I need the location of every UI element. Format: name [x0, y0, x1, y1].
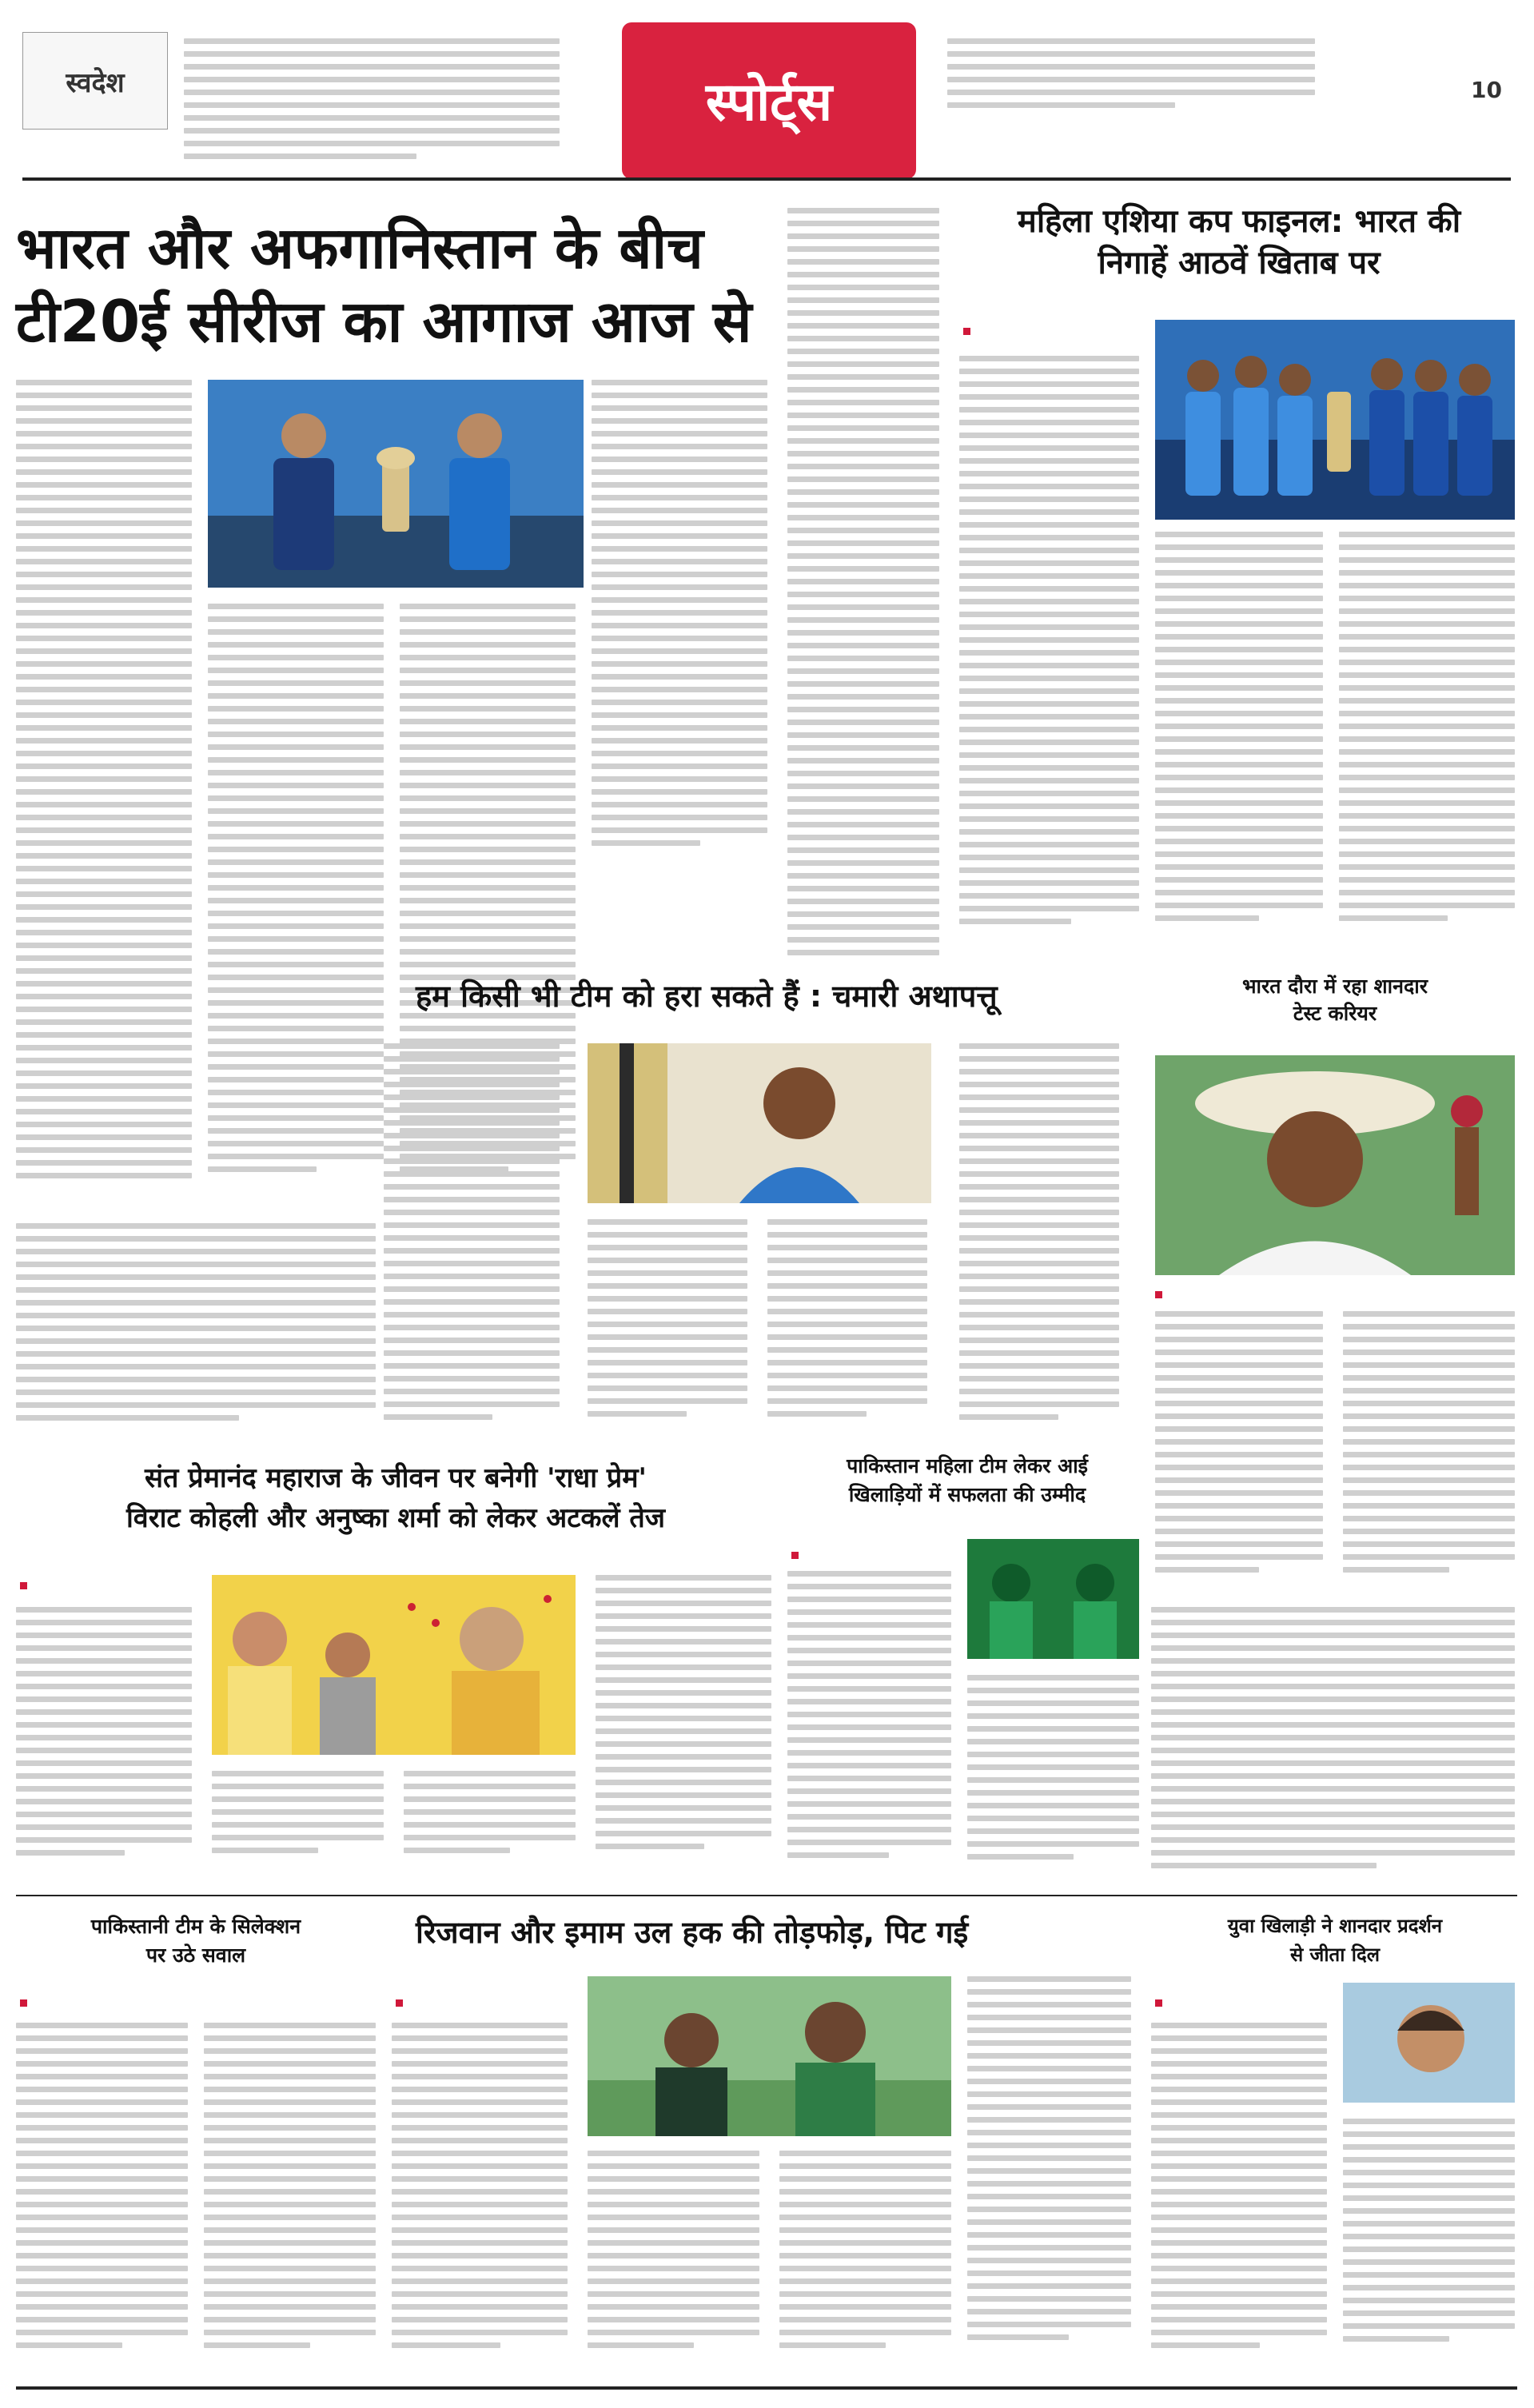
bottom-right-headline-line2: से जीता दिल [1289, 1944, 1381, 1966]
bottom-left-headline-line2: पर उठे सवाल [145, 1944, 246, 1967]
chamari-body-col3 [767, 1219, 927, 1427]
young-player-illustration-icon [1343, 1983, 1515, 2103]
lead-body-col1 [16, 380, 192, 1195]
chamari-body-col4 [959, 1043, 1119, 1427]
film-body-col3 [404, 1771, 576, 1871]
section-label: स्पोर्ट्स [705, 71, 833, 133]
bullet-icon [396, 1999, 403, 2007]
pak-body-col1 [787, 1571, 951, 1871]
bottom-right-body-col2 [1343, 2119, 1515, 2366]
bowler-body-col1 [1155, 1311, 1323, 1591]
women-asia-cup-story [959, 204, 1519, 947]
lead-headline-line1: भारत और अफगानिस्तान के बीच [16, 214, 703, 281]
film-illustration-icon [212, 1575, 576, 1755]
pak-headline-line1: पाकिस्तान महिला टीम लेकर आई [847, 1454, 1088, 1477]
bowler-photo [1155, 1055, 1515, 1275]
asia-cup-body-col2 [1155, 532, 1323, 939]
bullet-icon [1155, 1291, 1162, 1298]
masthead [0, 0, 1534, 184]
chamari-body-col1 [384, 1043, 560, 1427]
bottom-left-headline-line1: पाकिस्तानी टीम के सिलेक्शन [90, 1915, 301, 1938]
film-body-col2 [212, 1771, 384, 1871]
right-continuation [1151, 1607, 1515, 1879]
bullet-icon [963, 328, 970, 335]
bottom-left-byline [20, 1997, 34, 2009]
women-teams-trophy-photo [1155, 320, 1515, 520]
bottom-center-body-col2 [588, 2151, 759, 2366]
young-player-photo [1343, 1983, 1515, 2103]
bullet-icon [20, 1582, 27, 1589]
bottom-right-body-col1 [1151, 2023, 1327, 2366]
film-body-col4 [596, 1575, 771, 1871]
bowler-body-col2 [1343, 1311, 1515, 1591]
bottom-right-story [1151, 1911, 1519, 2374]
pak-team-photo [967, 1539, 1139, 1659]
pak-team-illustration-icon [967, 1539, 1139, 1659]
lead-continuation [16, 1223, 376, 1423]
bottom-right-byline [1155, 1997, 1169, 2009]
bottom-center-byline [396, 1997, 409, 2009]
film-body-col1 [16, 1607, 192, 1871]
rizwan-imam-illustration-icon [588, 1976, 951, 2136]
side-column-story [787, 208, 939, 959]
bottom-center-headline: रिजवान और इमाम उल हक की तोड़फोड़, पिट गई [416, 1915, 969, 1950]
chamari-body-col2 [588, 1219, 747, 1427]
women-teams-illustration-icon [1155, 320, 1515, 520]
rizwan-imam-photo [588, 1976, 951, 2136]
bottom-center-body-col4 [967, 1976, 1131, 2366]
chamari-illustration-icon [588, 1043, 931, 1203]
page-number: 10 [1471, 77, 1502, 103]
bowler-illustration-icon [1155, 1055, 1515, 1275]
film-story [16, 1463, 775, 1879]
bottom-right-headline-line1: युवा खिलाड़ी ने शानदार प्रदर्शन [1227, 1915, 1443, 1937]
masthead-teaser-1 [184, 38, 560, 166]
asia-cup-headline-line2: निगाहें आठवें खिताब पर [1098, 245, 1381, 281]
bottom-left-body-col2 [204, 2023, 376, 2366]
film-photo [212, 1575, 576, 1755]
lead-headline-line2: टी20ई सीरीज का आगाज आज से [16, 288, 752, 355]
pak-headline-line2: खिलाड़ियों में सफलता की उम्मीद [848, 1483, 1086, 1506]
film-headline-line2: विराट कोहली और अनुष्का शर्मा को लेकर अटकलें तेज [126, 1502, 665, 1534]
bowler-headline-line1: भारत दौरा में रहा शानदार [1241, 975, 1428, 998]
cricket-captains-trophy-photo [208, 380, 584, 588]
bowler-byline [1155, 1289, 1169, 1301]
bottom-center-story [392, 1911, 1135, 2374]
asia-cup-headline-line1: महिला एशिया कप फाइनल: भारत की [1017, 203, 1461, 240]
bowler-story [1151, 975, 1519, 1599]
bowler-headline-line2: टेस्ट करियर [1293, 1002, 1377, 1025]
masthead-logo-box [22, 32, 168, 130]
lead-body-col2 [208, 604, 384, 1195]
asia-cup-body-col3 [1339, 532, 1515, 939]
pak-story [787, 1455, 1147, 1879]
chamari-story [384, 979, 1127, 1435]
bottom-left-body-col1 [16, 2023, 188, 2366]
chamari-photo [588, 1043, 931, 1203]
bottom-center-body-col1 [392, 2023, 568, 2366]
pak-byline [791, 1549, 805, 1561]
section-divider [16, 1895, 1517, 1896]
pak-body-col2 [967, 1675, 1139, 1871]
bullet-icon [791, 1552, 799, 1559]
captains-illustration-icon [208, 380, 584, 588]
paper-name: स्वदेश [66, 67, 125, 99]
chamari-headline: हम किसी भी टीम को हरा सकते हैं : चमारी अथापत्तू [416, 979, 998, 1014]
bottom-center-body-col3 [779, 2151, 951, 2366]
bullet-icon [20, 1999, 27, 2007]
asia-cup-body-col1 [959, 356, 1139, 939]
film-byline [20, 1580, 34, 1592]
masthead-rule [22, 177, 1511, 181]
film-headline-line1: संत प्रेमानंद महाराज के जीवन पर बनेगी 'राधा प्रेम' [145, 1462, 647, 1494]
footer-rule [16, 2386, 1517, 2390]
bottom-left-story [16, 1911, 376, 2374]
bullet-icon [1155, 1999, 1162, 2007]
asia-cup-byline [963, 325, 977, 337]
section-label-box [622, 22, 916, 179]
masthead-teaser-2 [947, 38, 1315, 126]
